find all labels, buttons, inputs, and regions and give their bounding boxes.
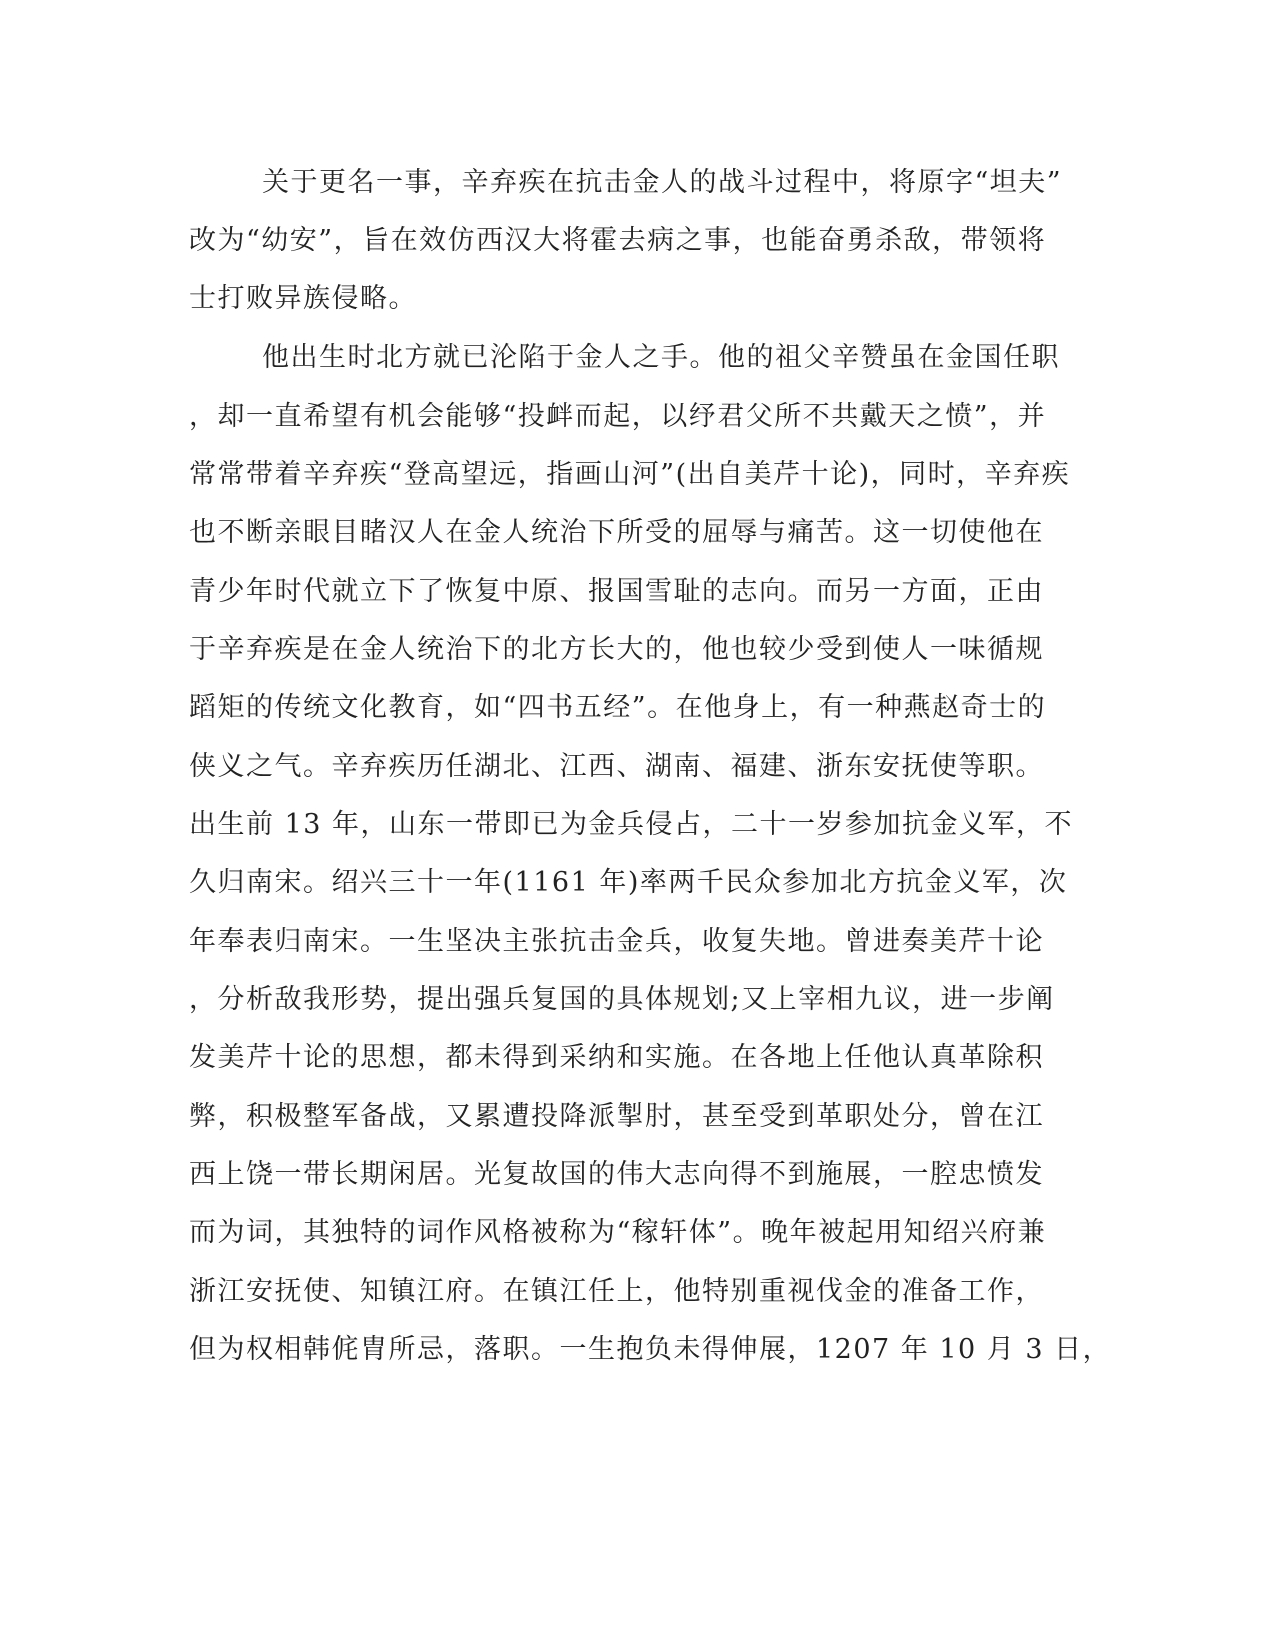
text-line: 但为权相韩侂胄所忌，落职。一生抱负未得伸展，1207 年 10 月 3 日，	[189, 1334, 1112, 1365]
text-line: 弊，积极整军备战，又累遭投降派掣肘，甚至受到革职处分，曾在江	[189, 1101, 1044, 1132]
text-line: 青少年时代就立下了恢复中原、报国雪耻的志向。而另一方面，正由	[189, 576, 1044, 607]
text-line: 关于更名一事，辛弃疾在抗击金人的战斗过程中，将原字“坦夫”	[262, 167, 1063, 198]
text-line: ，却一直希望有机会能够“投衅而起，以纾君父所不共戴天之愤”，并	[189, 401, 1047, 432]
text-line: 而为词，其独特的词作风格被称为“稼轩体”。晚年被起用知绍兴府兼	[189, 1217, 1047, 1248]
text-line: 常常带着辛弃疾“登高望远，指画山河”(出自美芹十论)，同时，辛弃疾	[189, 459, 1071, 490]
text-line: 他出生时北方就已沦陷于金人之手。他的祖父辛赞虽在金国任职	[262, 342, 1060, 373]
text-line: 浙江安抚使、知镇江府。在镇江任上，他特别重视伐金的准备工作，	[189, 1276, 1044, 1307]
text-line: ，分析敌我形势，提出强兵复国的具体规划;又上宰相九议，进一步阐	[189, 984, 1055, 1015]
text-line: 久归南宋。绍兴三十一年(1161 年)率两千民众参加北方抗金义军，次	[189, 867, 1068, 898]
text-line: 蹈矩的传统文化教育，如“四书五经”。在他身上，有一种燕赵奇士的	[189, 692, 1047, 723]
text-line: 发美芹十论的思想，都未得到采纳和实施。在各地上任他认真革除积	[189, 1042, 1044, 1073]
text-line: 也不断亲眼目睹汉人在金人统治下所受的屈辱与痛苦。这一切使他在	[189, 517, 1044, 548]
text-line: 于辛弃疾是在金人统治下的北方长大的，他也较少受到使人一味循规	[189, 634, 1044, 665]
text-line: 出生前 13 年，山东一带即已为金兵侵占，二十一岁参加抗金义军，不	[189, 809, 1074, 840]
text-line: 士打败异族侵略。	[189, 283, 417, 314]
text-line: 西上饶一带长期闲居。光复故国的伟大志向得不到施展，一腔忠愤发	[189, 1159, 1044, 1190]
text-line: 改为“幼安”，旨在效仿西汉大将霍去病之事，也能奋勇杀敌，带领将	[189, 225, 1047, 256]
text-line: 侠义之气。辛弃疾历任湖北、江西、湖南、福建、浙东安抚使等职。	[189, 751, 1044, 782]
text-line: 年奉表归南宋。一生坚决主张抗击金兵，收复失地。曾进奏美芹十论	[189, 926, 1044, 957]
